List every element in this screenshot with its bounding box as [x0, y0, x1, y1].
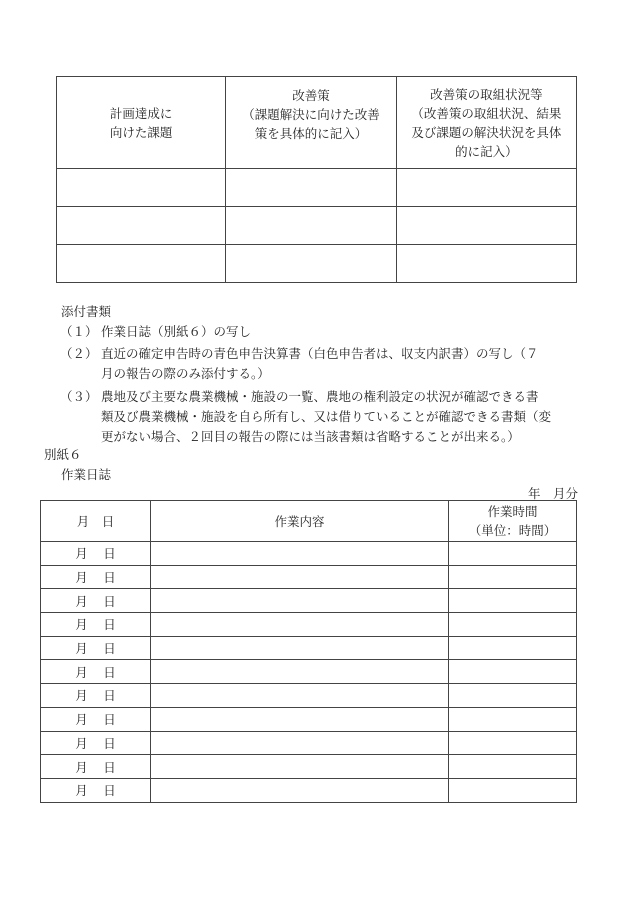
header-date: 月 日: [41, 501, 151, 542]
work-log-row: [41, 660, 577, 684]
attachment-text: 作業日誌（別紙６）の写し: [101, 324, 252, 339]
time-cell[interactable]: [449, 731, 577, 755]
work-log-row: [41, 755, 577, 779]
appendix-label: 別紙６: [44, 447, 82, 462]
month-label: 月: [75, 712, 88, 728]
date-cell[interactable]: [41, 707, 151, 731]
time-cell[interactable]: [449, 589, 577, 613]
date-cell[interactable]: [41, 589, 151, 613]
day-label: 日: [103, 688, 116, 704]
header-issues: [57, 77, 226, 169]
work-log-row: [41, 778, 577, 802]
date-text: [75, 568, 116, 586]
issues-table-row: [57, 169, 577, 207]
date-text: [75, 592, 116, 610]
date-text: [75, 758, 116, 776]
month-label: 月: [75, 759, 88, 775]
month-label: 月: [75, 546, 88, 562]
date-cell[interactable]: [41, 660, 151, 684]
date-cell[interactable]: [41, 636, 151, 660]
attachment-text: 類及び農業機械・施設を自ら所有し、又は借りていることが確認できる書類（変: [101, 409, 552, 424]
date-cell[interactable]: [41, 565, 151, 589]
header-time-unit: （単位：時間）: [468, 523, 557, 538]
month-label: 月: [75, 570, 88, 586]
day-label: 日: [103, 593, 116, 609]
day-label: 日: [103, 570, 116, 586]
header-issues-line: 向けた課題: [109, 124, 173, 140]
time-cell[interactable]: [449, 565, 577, 589]
header-time: [449, 501, 577, 542]
content-cell[interactable]: [151, 589, 449, 613]
work-log-row: [41, 565, 577, 589]
time-cell[interactable]: [449, 684, 577, 708]
attachment-text: 直近の確定申告時の青色申告決算書（白色申告者は、収支内訳書）の写し（７: [101, 346, 539, 361]
attachment-text: 農地及び主要な農業機械・施設の一覧、農地の権利設定の状況が確認できる書: [101, 389, 539, 404]
progress-cell[interactable]: [396, 169, 576, 207]
month-label: 月: [75, 593, 88, 609]
time-cell[interactable]: [449, 660, 577, 684]
work-log-row: [41, 542, 577, 566]
work-log-row: [41, 731, 577, 755]
date-text: [75, 734, 116, 752]
day-label: 日: [103, 783, 116, 799]
header-progress-line: 及び課題の解決状況を具体: [411, 124, 562, 140]
date-cell[interactable]: [41, 613, 151, 637]
date-cell[interactable]: [41, 731, 151, 755]
attachment-text: 月の報告の際のみ添付する。）: [101, 366, 270, 381]
content-cell[interactable]: [151, 731, 449, 755]
content-cell[interactable]: [151, 707, 449, 731]
issues-table-row: [57, 245, 577, 283]
date-text: [75, 663, 116, 681]
day-label: 日: [103, 664, 116, 680]
date-text: [75, 686, 116, 704]
improvement-cell[interactable]: [226, 169, 396, 207]
day-label: 日: [103, 759, 116, 775]
content-cell[interactable]: [151, 778, 449, 802]
attachment-number: （２）: [60, 346, 98, 361]
attachments-title: 添付書類: [61, 304, 112, 319]
improvement-cell[interactable]: [226, 207, 396, 245]
time-cell[interactable]: [449, 707, 577, 731]
day-label: 日: [103, 546, 116, 562]
header-progress-line: 的に記入）: [455, 143, 518, 159]
month-label: 月: [75, 783, 88, 799]
content-cell[interactable]: [151, 660, 449, 684]
date-text: [75, 615, 116, 633]
day-label: 日: [103, 641, 116, 657]
content-cell[interactable]: [151, 565, 449, 589]
issues-table: [56, 76, 577, 283]
header-improvement: [226, 77, 396, 169]
content-cell[interactable]: [151, 636, 449, 660]
issues-table-row: [57, 207, 577, 245]
work-log-row: [41, 707, 577, 731]
header-improvement-line: 改善策: [292, 88, 330, 103]
content-cell[interactable]: [151, 542, 449, 566]
header-time-line: 作業時間: [487, 504, 538, 519]
date-cell[interactable]: [41, 542, 151, 566]
progress-cell[interactable]: [396, 245, 576, 283]
work-log-row: [41, 636, 577, 660]
day-label: 日: [103, 712, 116, 728]
header-improvement-line: 策を具体的に記入）: [254, 126, 368, 141]
content-cell[interactable]: [151, 613, 449, 637]
month-label: 月: [75, 641, 88, 657]
header-improvement-line: （課題解決に向けた改善: [242, 107, 380, 122]
day-label: 日: [103, 735, 116, 751]
issue-cell[interactable]: [57, 245, 226, 283]
time-cell[interactable]: [449, 778, 577, 802]
work-log-row: [41, 613, 577, 637]
header-progress-line: 改善策の取組状況等: [430, 86, 543, 102]
attachment-text: 更がない場合、２回目の報告の際には当該書類は省略することが出来る。）: [101, 429, 520, 444]
day-label: 日: [103, 617, 116, 633]
attachment-number: （３）: [60, 389, 98, 404]
work-log-row: [41, 684, 577, 708]
date-text: [75, 781, 116, 799]
work-log-row: [41, 589, 577, 613]
appendix-title: 作業日誌: [61, 467, 112, 482]
time-cell[interactable]: [449, 755, 577, 779]
time-cell[interactable]: [449, 613, 577, 637]
date-text: [75, 544, 116, 562]
period-label: 年 月分: [528, 486, 579, 501]
time-cell[interactable]: [449, 636, 577, 660]
date-text: [75, 639, 116, 657]
header-progress: [396, 77, 576, 169]
issue-cell[interactable]: [57, 207, 226, 245]
month-label: 月: [75, 664, 88, 680]
header-progress-line: （改善策の取組状況、結果: [411, 105, 562, 121]
content-cell[interactable]: [151, 755, 449, 779]
date-cell[interactable]: [41, 684, 151, 708]
work-log-header-row: [41, 501, 577, 542]
content-cell[interactable]: [151, 684, 449, 708]
header-issues-line: 計画達成に: [109, 105, 173, 121]
month-label: 月: [75, 688, 88, 704]
issue-cell[interactable]: [57, 169, 226, 207]
month-label: 月: [75, 735, 88, 751]
date-text: [75, 710, 116, 728]
work-log-table: [40, 500, 577, 803]
header-content: 作業内容: [151, 501, 449, 542]
attachment-number: （１）: [60, 324, 98, 339]
date-cell[interactable]: [41, 778, 151, 802]
month-label: 月: [75, 617, 88, 633]
improvement-cell[interactable]: [226, 245, 396, 283]
time-cell[interactable]: [449, 542, 577, 566]
date-cell[interactable]: [41, 755, 151, 779]
progress-cell[interactable]: [396, 207, 576, 245]
issues-table-header-row: [57, 77, 577, 169]
